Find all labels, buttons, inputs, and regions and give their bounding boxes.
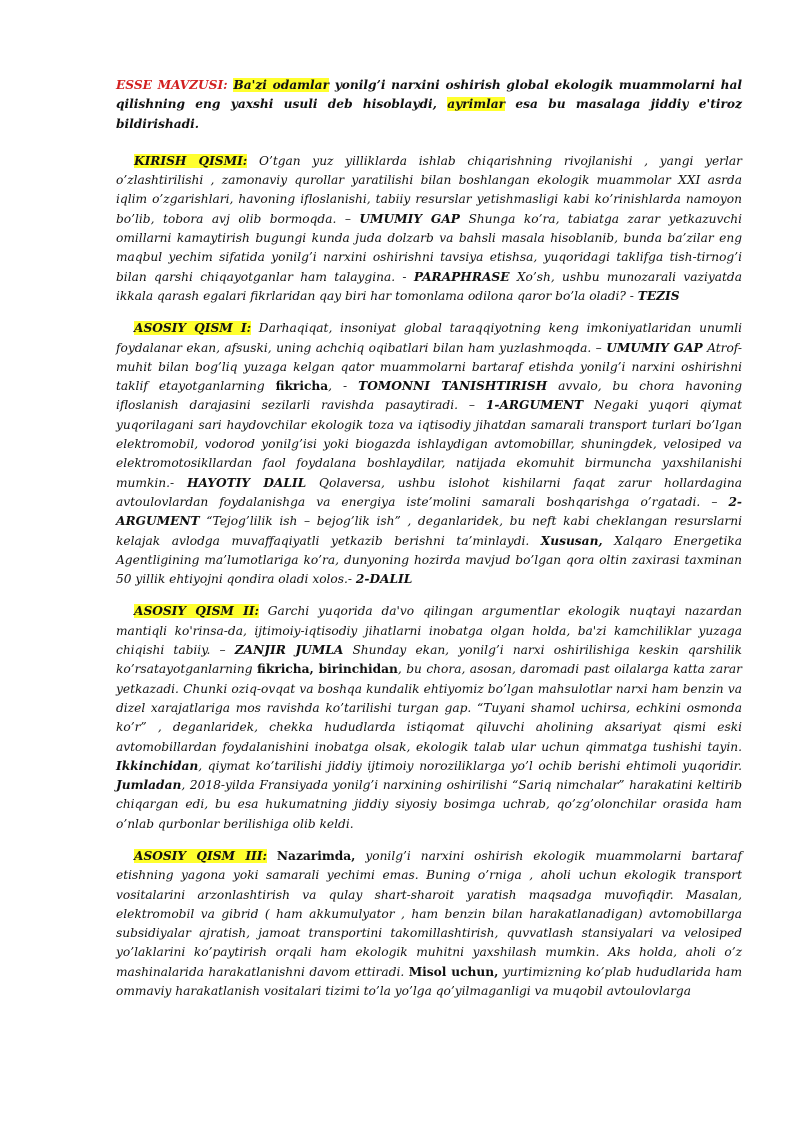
body1-marker-side-intro: TOMONNI TANISHTIRISH (358, 379, 548, 394)
body1-marker-evidence: HAYOTIY DALIL (186, 475, 307, 490)
essay-title (116, 76, 742, 134)
body2-text-1: Garchi yuqorida da'vo qilingan argumentlar ekologik nuqtayi nazardan mantiqli ko'rinsa-da, ijtimoiy-iqtisodiy jihatlarni inobatga olgan holda, ba'zi kamchiliklar yuzaga chiqishi tabiiy. – (116, 604, 742, 658)
body3-text-2: yurtimizning ko’plab hududlarida ham ommaviy harakatlanish vositalari tizimi to’la yo’lga qo’yilmaganligi va muqobil avtoulovlarga (116, 964, 742, 999)
body2-marker-secondly: Ikkinchidan (116, 758, 199, 773)
essay-page (116, 76, 742, 1014)
body2-text-3: , bu chora, asosan, daromadi past oilalarga katta zarar yetkazadi. Chunki oziq-ovqat va boshqa kundalik ehtiyomiz bo’lgan mahsulotlar narxi ham benzin va dizel xarajatlariga mos ravishda ko’tarilishi turgan gap. “Tuyani shamol uchirsa, echkini osmonda ko’r” , deganlaridek, chekka hududlarda istiqomat qiluvchi aholining aksariyat qismi eski avtomobillardan foydalanishini inobatga olsak, ekologik talab ular uchun qimmatga tushishi tayin. (116, 662, 742, 754)
essay-title-label: ESSE MAVZUSI: (116, 78, 228, 92)
body1-marker-general: UMUMIY GAP (606, 340, 703, 355)
title-text-end: esa bu masalaga jiddiy e'tiroz bildirishadi. (116, 97, 742, 131)
body3-text-1: yonilg’i narxini oshirish ekologik muammolarni bartaraf etishning yagona yoki samarali yechimi emas. Buning o’rniga , aholi uchun ekologik transport vositalarini arzonlashtirish va qulay shart-sharoit yaratish maqsadga muvofiqdir. Masalan, elektromobil va gibrid ( ham akkumulyator , ham benzin bilan harakatlanadigan) avtomobillarga subsidiyalar ajratish, jamoat transportini takomillashtirish, quvvatlash stansiyalari va velosiped yo’laklarini ko’paytirish orqali ham ekologik muhitni yaxshilash mumkin. Aks holda, aholi o’z mashinalarida harakatlanishni davom ettiradi. (116, 848, 742, 979)
body3-marker-in-my-view: Nazarimda, (276, 848, 356, 863)
intro-text-3: Xo’sh, ushbu munozarali vaziyatda ikkala qarash egalari fikrlaridan qay biri har tomonlama odilona qaror bo’la oladi? - (116, 269, 742, 303)
body-paragraph-2 (116, 602, 742, 834)
body3-heading: ASOSIY QISM III: (134, 848, 267, 863)
body1-text-5: Negaki yuqori qiymat yuqorilagani sari haydovchilar ekologik toza va iqtisodiy jihatdan samarali transport turlari bo’lgan elektromobil, vodorod yonilg’isi yoki biogazda ishlaydigan avtomobillar, shuningdek, velosiped va elektromotosikllardan faol foydalana boshlaydilar, natijada ekomuhit birmuncha yaxshilanishi mumkin.- (116, 398, 742, 490)
body2-text-5: , 2018-yilda Fransiyada yonilg’i narxining oshirilishi “Sariq nimchalar” harakatini keltirib chiqargan edi, bu esa hukumatning jiddiy siyosiy bosimga uchrab, qo’zg’olonchilar orasida ham o’nlab qurbonlar berilishiga olib keldi. (116, 778, 742, 831)
body3-marker-for-example: Misol uchun, (408, 964, 499, 979)
body1-text-7: “Tejog’lilik ish – bejog’lik ish” , deganlaridek, bu neft kabi cheklangan resurslarni kelajak avlodga muvaffaqiyatli yetkazib berishni ta’minlaydi. (116, 514, 742, 548)
body1-marker-opinion: fikricha (275, 379, 329, 394)
intro-heading: KIRISH QISMI: (134, 153, 248, 168)
intro-text-2: Shunga ko’ra, tabiatga zarar yetkazuvchi omillarni kamaytirish bugungi kunda juda dolzarb va bahsli masala hisoblanib, bunda ba’zilar eng maqbul yechim sifatida yonilg’i narxini oshirishni tavsiya etishsa, yuqoridagi taklifga tish-tirnog’i bilan qarshi chiqayotganlar ham talaygina. - (116, 211, 742, 284)
body2-text-4: , qiymat ko’tarilishi jiddiy ijtimoiy noroziliklarga yo’l ochib berishi ehtimoli yuqoridir. (198, 758, 742, 773)
body2-marker-chain: ZANJIR JUMLA (234, 643, 344, 658)
body1-text-3: , - (328, 379, 359, 394)
body1-marker-evidence-2: 2-DALIL (355, 572, 413, 587)
title-text: yonilg’i narxini oshirish global ekologik muammolarni hal qilishning eng yaxshi usuli deb hisoblaydi, (116, 78, 742, 112)
intro-marker-thesis: TEZIS (637, 288, 680, 303)
highlight-some-people: Ba'zi odamlar (233, 78, 329, 92)
body1-marker-argument-1: 1-ARGUMENT (485, 398, 584, 413)
intro-paragraph (116, 152, 742, 306)
body1-text-6: Qolaversa, ushbu islohot kishilarni faqat zarur hollardagina avtoulovlardan foydalanishga va energiya iste’molini samarali boshqarishga o’rgatadi. – (116, 475, 742, 509)
highlight-others: ayrimlar (447, 97, 506, 112)
body-paragraph-1 (116, 319, 742, 589)
body3-spacer (267, 849, 277, 863)
body1-text-4: avvalo, bu chora havoning ifloslanish darajasini sezilarli ravishda pasaytiradi. – (116, 379, 743, 413)
body1-text-8: Xalqaro Energetika Agentligining ma’lumotlariga ko’ra, dunyoning hozirda mavjud bo’lgan qora oltin zaxirasi taxminan 50 yillik ehtiyojni qondira oladi xolos.- (116, 533, 742, 587)
body1-marker-argument-2: 2-ARGUMENT (116, 494, 742, 529)
intro-marker-general: UMUMIY GAP (359, 211, 460, 226)
body2-heading: ASOSIY QISM II: (134, 604, 259, 619)
body1-marker-specifically: Xususan, (540, 533, 603, 548)
body1-text-1: Darhaqiqat, insoniyat global taraqqiyotning keng imkoniyatlaridan unumli foydalanar ekan, afsuski, uning achchiq oqibatlari bilan ham yuzlashmoqda. – (116, 321, 742, 355)
body1-text-2: Atrof-muhit bilan bog’liq yuzaga kelgan qator muammolarni bartaraf etishda yonilg’i narxini oshirishni taklif etayotganlarning (116, 340, 742, 394)
intro-marker-paraphrase: PARAPHRASE (413, 269, 510, 284)
body2-marker-firstly: fikricha, birinchidan (257, 662, 398, 677)
body-paragraph-3 (116, 847, 742, 1001)
body1-heading: ASOSIY QISM I: (134, 321, 252, 336)
intro-text-1: O’tgan yuz yilliklarda ishlab chiqarishning rivojlanishi , yangi yerlar o’zlashtirilishi , zamonaviy qurollar yaratilishi bilan boshlangan ekologik muammolar XXI asrda iqlim o’zgarishlari, havoning ifloslanishi, tabiiy resurslar yetishmasligi kabi ko’rinishlarda namoyon bo’lib, tobora avj olib bormoqda. – (116, 153, 742, 226)
body2-text-2: Shunday ekan, yonilg’i narxi oshirilishiga keskin qarshilik ko’rsatayotganlarning (116, 643, 743, 677)
body2-marker-in-particular: Jumladan (116, 778, 182, 793)
